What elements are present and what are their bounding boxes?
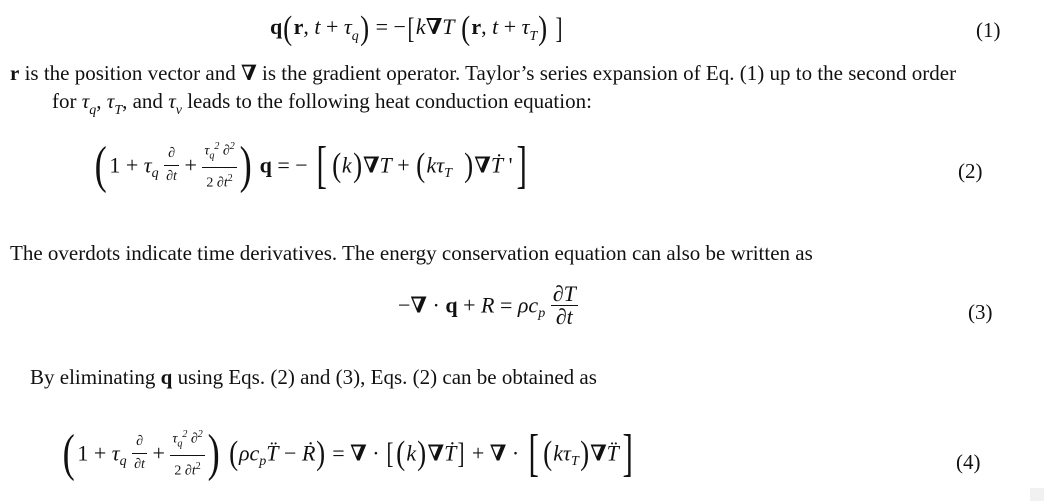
equation-number-4: (4) [956,450,981,474]
equation-number-2: (2) [958,159,983,183]
equation-1: q(r, $t + \tau_q) = -[k\nabla T$ (r, $t + \tau_T$) ] [270,10,563,47]
equation-number-1: (1) [976,18,1001,42]
equation-3: −∇ · $q + R = \rho c_p$ $\frac{\partial T}{\partial t}$ [398,281,576,329]
paragraph-taylor-continuation: for $\tau_q$, $\tau_T$, and $\tau_v$ leads to the following heat conduction equation: [52,89,592,118]
equation-number-3: (3) [968,300,993,324]
nabla-symbol: ∇ [240,61,257,85]
page-corner-mark [1030,488,1044,501]
equation-4: ( $1 + \tau_q$ $\frac{\partial}{\partial t}$ + $\frac{\tau_q^2 \partial^2}{2 \partial t^2}$ ) ($\rho c_pT̈$ − Ṙ) = ∇ · [(k)∇Ṫ] + ∇ · [ $(k\tau_T)\nabla T̈$] [62,424,633,482]
text-a: is the position vector and [19,61,241,85]
paragraph-position-vector [10,60,956,86]
equation-2: ( $1 + \tau_q$ $\frac{\partial}{\partial t}$ + $\frac{\tau_q^2 \partial^2}{2 \partial t^2}$ ) q = − [ $(k)\nabla T + (k\tau_T$ )∇Ṫ '] [94,136,527,194]
paragraph-eliminating: By eliminating q using Eqs. (2) and (3), Eqs. (2) can be obtained as [30,365,597,389]
text-b: is the gradient operator. Taylor’s series expansion of Eq. (1) up to the second order [256,61,957,85]
r-symbol: r [10,61,20,85]
paragraph-overdots: The overdots indicate time derivatives. The energy conservation equation can also be written as [10,241,813,265]
